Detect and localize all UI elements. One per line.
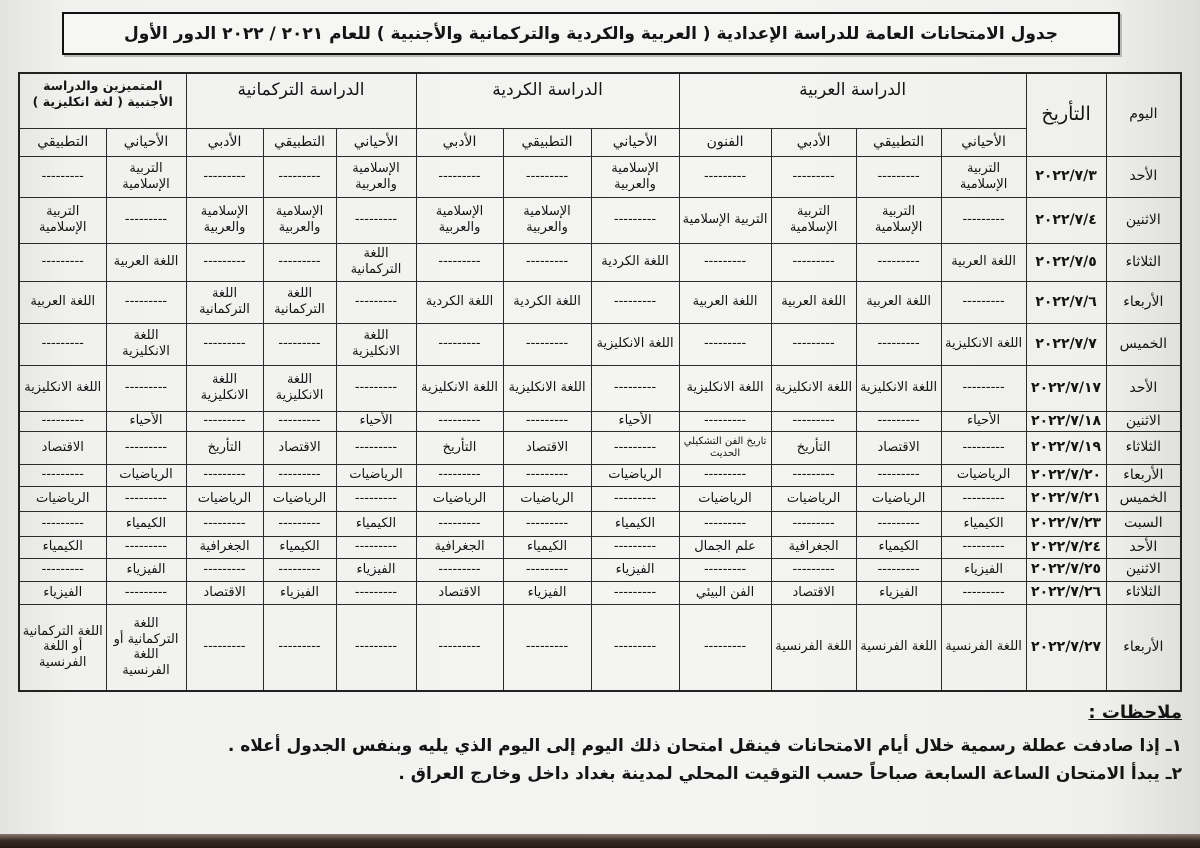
cell-turkmen-adabi: الإسلامية والعربية [186,197,263,243]
cell-kurdish-tatbiqi: --------- [503,411,591,431]
cell-kurdish-tatbiqi: الكيمياء [503,536,591,558]
cell-foreign-tatbiqi: --------- [19,511,106,536]
cell-turkmen-adabi: --------- [186,604,263,691]
cell-kurdish-tatbiqi: --------- [503,323,591,365]
cell-date: ٢٠٢٢/٧/٥ [1026,243,1106,281]
cell-date: ٢٠٢٢/٧/٧ [1026,323,1106,365]
cell-foreign-tatbiqi: --------- [19,156,106,197]
cell-date: ٢٠٢٢/٧/٣ [1026,156,1106,197]
cell-arabic-tatbiqi: الاقتصاد [856,431,941,464]
cell-turkmen-tatbiqi: الفيزياء [263,581,336,604]
cell-kurdish-adabi: اللغة الانكليزية [416,365,503,411]
cell-kurdish-adabi: الرياضيات [416,486,503,511]
cell-day: الأربعاء [1106,464,1181,486]
cell-kurdish-ahyani: اللغة الانكليزية [591,323,679,365]
cell-foreign-ahyani: الأحياء [106,411,186,431]
cell-turkmen-ahyani: الإسلامية والعربية [336,156,416,197]
table-row [19,411,1181,431]
cell-kurdish-ahyani: --------- [591,536,679,558]
cell-kurdish-tatbiqi: الاقتصاد [503,431,591,464]
cell-date: ٢٠٢٢/٧/٢٦ [1026,581,1106,604]
cell-foreign-tatbiqi: الاقتصاد [19,431,106,464]
table-row [19,536,1181,558]
cell-kurdish-tatbiqi: --------- [503,558,591,581]
header-day: اليوم [1106,73,1181,156]
cell-turkmen-ahyani: اللغة التركمانية [336,243,416,281]
cell-turkmen-adabi: --------- [186,323,263,365]
subheader-arabic-adabi: الأدبي [771,128,856,156]
cell-foreign-ahyani: الفيزياء [106,558,186,581]
cell-turkmen-adabi: --------- [186,464,263,486]
cell-foreign-ahyani: --------- [106,197,186,243]
note-item: ٢ـ يبدأ الامتحان الساعة السابعة صباحاً حسب التوقيت المحلي لمدينة بغداد داخل وخارج العراق . [398,764,1182,784]
cell-arabic-funoon: الفن البيئي [679,581,771,604]
cell-arabic-ahyani: --------- [941,281,1026,323]
cell-turkmen-tatbiqi: --------- [263,411,336,431]
cell-turkmen-ahyani: --------- [336,581,416,604]
cell-kurdish-ahyani: --------- [591,197,679,243]
table-row [19,197,1181,243]
cell-kurdish-adabi: التأريخ [416,431,503,464]
table-row [19,243,1181,281]
cell-kurdish-ahyani: الكيمياء [591,511,679,536]
cell-foreign-tatbiqi: التربية الإسلامية [19,197,106,243]
subheader-foreign-tatbiqi: التطبيقي [19,128,106,156]
cell-turkmen-adabi: --------- [186,156,263,197]
subheader-turkmen-ahyani: الأحياني [336,128,416,156]
subheader-foreign-ahyani: الأحياني [106,128,186,156]
cell-date: ٢٠٢٢/٧/٤ [1026,197,1106,243]
cell-day: الاثنين [1106,197,1181,243]
cell-arabic-funoon: اللغة الانكليزية [679,365,771,411]
cell-kurdish-adabi: --------- [416,511,503,536]
cell-foreign-tatbiqi: الكيمياء [19,536,106,558]
cell-day: الأحد [1106,365,1181,411]
cell-turkmen-ahyani: --------- [336,365,416,411]
cell-foreign-ahyani: اللغة الانكليزية [106,323,186,365]
cell-day: الثلاثاء [1106,581,1181,604]
cell-foreign-tatbiqi: الرياضيات [19,486,106,511]
group-header-turkmen: الدراسة التركمانية [186,73,416,128]
subheader-arabic-funoon: الفنون [679,128,771,156]
cell-arabic-adabi: الجغرافية [771,536,856,558]
cell-turkmen-adabi: الاقتصاد [186,581,263,604]
cell-arabic-funoon: --------- [679,558,771,581]
cell-foreign-tatbiqi: --------- [19,464,106,486]
cell-turkmen-adabi: اللغة الانكليزية [186,365,263,411]
cell-day: الثلاثاء [1106,243,1181,281]
cell-turkmen-tatbiqi: الكيمياء [263,536,336,558]
cell-date: ٢٠٢٢/٧/٦ [1026,281,1106,323]
cell-turkmen-ahyani: اللغة الانكليزية [336,323,416,365]
table-row [19,281,1181,323]
subheader-kurdish-ahyani: الأحياني [591,128,679,156]
cell-date: ٢٠٢٢/٧/٢٧ [1026,604,1106,691]
cell-kurdish-tatbiqi: اللغة الانكليزية [503,365,591,411]
table-header [19,73,1181,156]
cell-day: الأربعاء [1106,281,1181,323]
table-row [19,604,1181,691]
cell-turkmen-adabi: الرياضيات [186,486,263,511]
cell-turkmen-tatbiqi: --------- [263,464,336,486]
cell-kurdish-adabi: --------- [416,243,503,281]
cell-turkmen-tatbiqi: --------- [263,558,336,581]
cell-turkmen-tatbiqi: اللغة التركمانية [263,281,336,323]
note-item: ١ـ إذا صادفت عطلة رسمية خلال أيام الامتحانات فينقل امتحان ذلك اليوم إلى اليوم الذي يليه وبنفس الجدول أعلاه . [227,736,1182,756]
cell-turkmen-ahyani: الفيزياء [336,558,416,581]
cell-arabic-ahyani: الكيمياء [941,511,1026,536]
cell-kurdish-ahyani: --------- [591,365,679,411]
cell-foreign-ahyani: --------- [106,281,186,323]
cell-kurdish-tatbiqi: --------- [503,156,591,197]
cell-kurdish-tatbiqi: الرياضيات [503,486,591,511]
cell-turkmen-adabi: --------- [186,511,263,536]
cell-date: ٢٠٢٢/٧/٢٤ [1026,536,1106,558]
page-title: جدول الامتحانات العامة للدراسة الإعدادية ( العربية والكردية والتركمانية والأجنبية ) للعام ٢٠٢١ / ٢٠٢٢ الدور الأول [124,23,1058,44]
cell-date: ٢٠٢٢/٧/٢١ [1026,486,1106,511]
cell-arabic-ahyani: --------- [941,581,1026,604]
cell-turkmen-tatbiqi: --------- [263,323,336,365]
cell-arabic-ahyani: اللغة الفرنسية [941,604,1026,691]
cell-foreign-tatbiqi: --------- [19,558,106,581]
cell-arabic-funoon: --------- [679,464,771,486]
cell-turkmen-tatbiqi: اللغة الانكليزية [263,365,336,411]
cell-arabic-funoon: اللغة العربية [679,281,771,323]
cell-arabic-tatbiqi: --------- [856,511,941,536]
cell-day: الخميس [1106,486,1181,511]
cell-kurdish-ahyani: --------- [591,486,679,511]
cell-arabic-tatbiqi: الرياضيات [856,486,941,511]
group-header-kurdish: الدراسة الكردية [416,73,679,128]
cell-arabic-adabi: التأريخ [771,431,856,464]
cell-arabic-adabi: --------- [771,558,856,581]
cell-foreign-ahyani: التربية الإسلامية [106,156,186,197]
cell-turkmen-ahyani: --------- [336,431,416,464]
cell-kurdish-ahyani: الفيزياء [591,558,679,581]
cell-arabic-funoon: --------- [679,156,771,197]
cell-arabic-tatbiqi: --------- [856,464,941,486]
cell-arabic-ahyani: --------- [941,365,1026,411]
cell-turkmen-adabi: --------- [186,243,263,281]
cell-turkmen-adabi: --------- [186,411,263,431]
cell-day: الأحد [1106,536,1181,558]
cell-kurdish-adabi: --------- [416,323,503,365]
cell-foreign-tatbiqi: --------- [19,323,106,365]
cell-date: ٢٠٢٢/٧/٢٣ [1026,511,1106,536]
cell-arabic-tatbiqi: --------- [856,156,941,197]
cell-date: ٢٠٢٢/٧/١٩ [1026,431,1106,464]
cell-foreign-ahyani: --------- [106,365,186,411]
table-row [19,431,1181,464]
notes-heading: ملاحظات : [1088,702,1182,723]
cell-arabic-tatbiqi: اللغة الانكليزية [856,365,941,411]
cell-date: ٢٠٢٢/٧/٢٥ [1026,558,1106,581]
cell-day: السبت [1106,511,1181,536]
notes-section [18,698,1182,788]
cell-kurdish-ahyani: الإسلامية والعربية [591,156,679,197]
cell-turkmen-tatbiqi: --------- [263,156,336,197]
group-header-arabic: الدراسة العربية [679,73,1026,128]
cell-turkmen-tatbiqi: --------- [263,511,336,536]
cell-arabic-adabi: --------- [771,323,856,365]
cell-foreign-tatbiqi: اللغة الانكليزية [19,365,106,411]
cell-day: الخميس [1106,323,1181,365]
cell-arabic-ahyani: الرياضيات [941,464,1026,486]
cell-arabic-funoon: الرياضيات [679,486,771,511]
cell-kurdish-ahyani: الرياضيات [591,464,679,486]
cell-foreign-tatbiqi: اللغة العربية [19,281,106,323]
cell-arabic-tatbiqi: --------- [856,558,941,581]
cell-arabic-adabi: التربية الإسلامية [771,197,856,243]
cell-arabic-ahyani: الفيزياء [941,558,1026,581]
cell-turkmen-adabi: التأريخ [186,431,263,464]
cell-arabic-funoon: التربية الإسلامية [679,197,771,243]
table-row [19,365,1181,411]
cell-turkmen-tatbiqi: --------- [263,604,336,691]
cell-foreign-ahyani: --------- [106,536,186,558]
table-row [19,464,1181,486]
table-row [19,156,1181,197]
cell-kurdish-adabi: --------- [416,604,503,691]
table-row [19,558,1181,581]
cell-turkmen-ahyani: --------- [336,604,416,691]
cell-arabic-adabi: --------- [771,511,856,536]
cell-turkmen-ahyani: --------- [336,197,416,243]
cell-arabic-ahyani: --------- [941,486,1026,511]
cell-turkmen-ahyani: --------- [336,536,416,558]
header-row-groups [19,73,1181,128]
cell-foreign-ahyani: --------- [106,431,186,464]
cell-arabic-funoon: --------- [679,511,771,536]
cell-date: ٢٠٢٢/٧/٢٠ [1026,464,1106,486]
cell-arabic-ahyani: التربية الإسلامية [941,156,1026,197]
cell-foreign-ahyani: --------- [106,581,186,604]
cell-kurdish-adabi: اللغة الكردية [416,281,503,323]
cell-turkmen-adabi: الجغرافية [186,536,263,558]
cell-turkmen-tatbiqi: الإسلامية والعربية [263,197,336,243]
cell-kurdish-ahyani: الأحياء [591,411,679,431]
cell-arabic-ahyani: --------- [941,431,1026,464]
cell-arabic-ahyani: --------- [941,197,1026,243]
cell-kurdish-ahyani: --------- [591,581,679,604]
cell-turkmen-ahyani: الرياضيات [336,464,416,486]
cell-arabic-ahyani: --------- [941,536,1026,558]
cell-arabic-funoon: تاريخ الفن التشكيلي الحديث [679,431,771,464]
cell-kurdish-ahyani: --------- [591,281,679,323]
cell-kurdish-tatbiqi: اللغة الكردية [503,281,591,323]
cell-day: الأحد [1106,156,1181,197]
cell-foreign-ahyani: الكيمياء [106,511,186,536]
table-row [19,323,1181,365]
cell-date: ٢٠٢٢/٧/١٨ [1026,411,1106,431]
cell-arabic-funoon: --------- [679,411,771,431]
subheader-kurdish-adabi: الأدبي [416,128,503,156]
cell-day: الاثنين [1106,411,1181,431]
subheader-kurdish-tatbiqi: التطبيقي [503,128,591,156]
cell-arabic-tatbiqi: التربية الإسلامية [856,197,941,243]
cell-arabic-adabi: --------- [771,156,856,197]
cell-date: ٢٠٢٢/٧/١٧ [1026,365,1106,411]
cell-foreign-ahyani: الرياضيات [106,464,186,486]
cell-arabic-adabi: اللغة الفرنسية [771,604,856,691]
cell-kurdish-adabi: --------- [416,558,503,581]
scan-bottom-edge [0,834,1200,848]
exam-schedule-table [18,72,1182,692]
subheader-turkmen-tatbiqi: التطبيقي [263,128,336,156]
table-row [19,511,1181,536]
cell-arabic-tatbiqi: اللغة العربية [856,281,941,323]
header-date: التأريخ [1026,73,1106,156]
cell-turkmen-ahyani: الأحياء [336,411,416,431]
cell-arabic-funoon: --------- [679,604,771,691]
cell-kurdish-ahyani: --------- [591,431,679,464]
cell-arabic-funoon: علم الجمال [679,536,771,558]
table-row [19,486,1181,511]
cell-day: الأربعاء [1106,604,1181,691]
cell-arabic-ahyani: الأحياء [941,411,1026,431]
cell-foreign-tatbiqi: الفيزياء [19,581,106,604]
cell-foreign-tatbiqi: --------- [19,243,106,281]
cell-turkmen-tatbiqi: --------- [263,243,336,281]
cell-kurdish-ahyani: اللغة الكردية [591,243,679,281]
cell-arabic-tatbiqi: --------- [856,243,941,281]
cell-arabic-adabi: الاقتصاد [771,581,856,604]
cell-kurdish-adabi: --------- [416,464,503,486]
cell-arabic-tatbiqi: الفيزياء [856,581,941,604]
cell-arabic-tatbiqi: الكيمياء [856,536,941,558]
cell-arabic-adabi: الرياضيات [771,486,856,511]
cell-arabic-ahyani: اللغة الانكليزية [941,323,1026,365]
subheader-arabic-ahyani: الأحياني [941,128,1026,156]
group-header-foreign: المتميزين والدراسة الأجنبية ( لغة انكليزية ) [19,73,186,128]
cell-kurdish-adabi: --------- [416,411,503,431]
cell-foreign-tatbiqi: --------- [19,411,106,431]
cell-turkmen-ahyani: --------- [336,281,416,323]
subheader-turkmen-adabi: الأدبي [186,128,263,156]
cell-arabic-tatbiqi: --------- [856,411,941,431]
cell-kurdish-tatbiqi: الإسلامية والعربية [503,197,591,243]
header-row-branches [19,128,1181,156]
cell-arabic-adabi: اللغة العربية [771,281,856,323]
cell-kurdish-adabi: الإسلامية والعربية [416,197,503,243]
cell-turkmen-adabi: --------- [186,558,263,581]
cell-arabic-funoon: --------- [679,243,771,281]
cell-turkmen-tatbiqi: الرياضيات [263,486,336,511]
cell-kurdish-tatbiqi: --------- [503,243,591,281]
cell-kurdish-adabi: الجغرافية [416,536,503,558]
title-box [62,12,1120,55]
cell-turkmen-tatbiqi: الاقتصاد [263,431,336,464]
cell-arabic-tatbiqi: --------- [856,323,941,365]
cell-kurdish-tatbiqi: الفيزياء [503,581,591,604]
cell-kurdish-adabi: --------- [416,156,503,197]
cell-arabic-ahyani: اللغة العربية [941,243,1026,281]
cell-kurdish-tatbiqi: --------- [503,464,591,486]
table-row [19,581,1181,604]
cell-arabic-adabi: --------- [771,411,856,431]
cell-arabic-funoon: --------- [679,323,771,365]
schedule-body [19,156,1181,691]
cell-arabic-adabi: --------- [771,464,856,486]
subheader-arabic-tatbiqi: التطبيقي [856,128,941,156]
cell-kurdish-ahyani: --------- [591,604,679,691]
cell-turkmen-adabi: اللغة التركمانية [186,281,263,323]
cell-kurdish-tatbiqi: --------- [503,604,591,691]
cell-foreign-ahyani: اللغة العربية [106,243,186,281]
cell-turkmen-ahyani: الكيمياء [336,511,416,536]
cell-kurdish-tatbiqi: --------- [503,511,591,536]
cell-turkmen-ahyani: --------- [336,486,416,511]
cell-foreign-tatbiqi: اللغة التركمانية أو اللغة الفرنسية [19,604,106,691]
cell-arabic-adabi: --------- [771,243,856,281]
cell-arabic-adabi: اللغة الانكليزية [771,365,856,411]
cell-arabic-tatbiqi: اللغة الفرنسية [856,604,941,691]
cell-kurdish-adabi: الاقتصاد [416,581,503,604]
cell-foreign-ahyani: --------- [106,486,186,511]
cell-day: الاثنين [1106,558,1181,581]
cell-foreign-ahyani: اللغة التركمانية أو اللغة الفرنسية [106,604,186,691]
cell-day: الثلاثاء [1106,431,1181,464]
